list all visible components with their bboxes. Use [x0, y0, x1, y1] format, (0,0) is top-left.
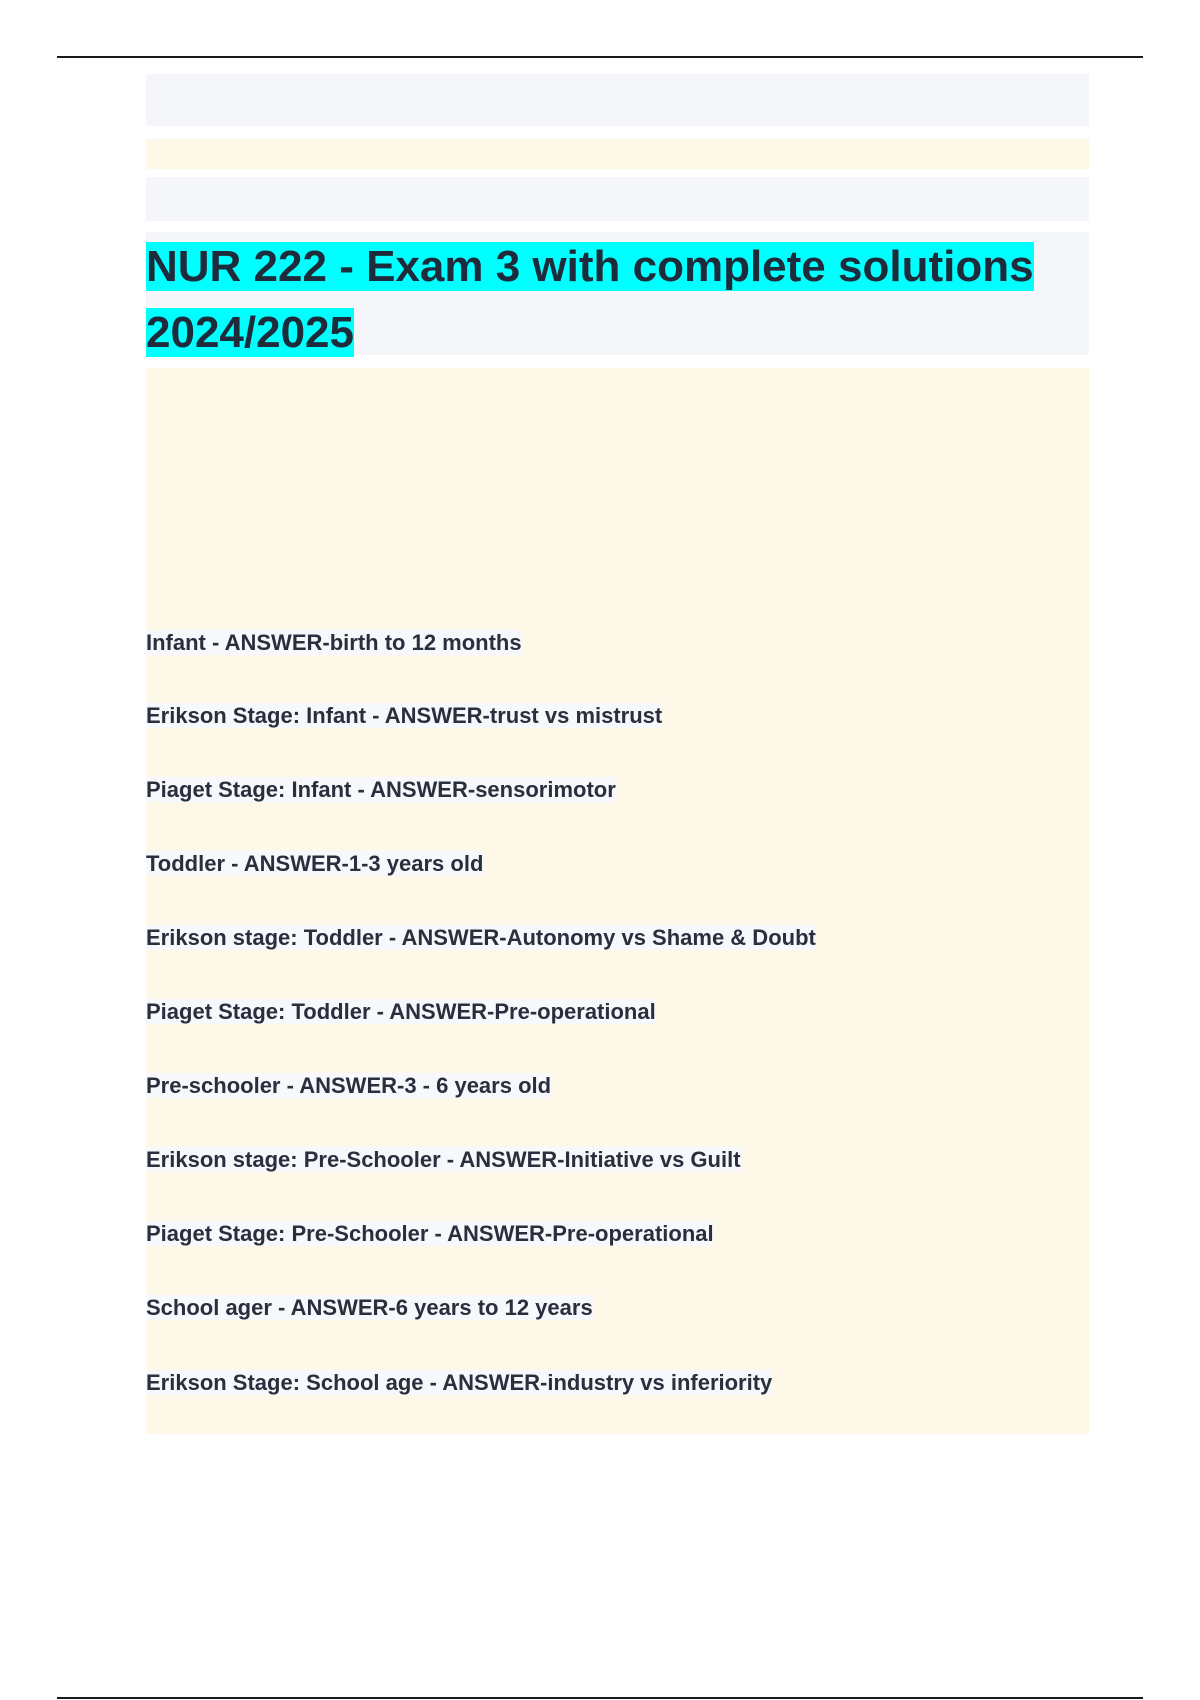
bottom-divider	[57, 1697, 1143, 1699]
qa-item: Erikson stage: Pre-Schooler - ANSWER-Initiative vs Guilt	[146, 1147, 741, 1172]
top-divider	[57, 56, 1143, 58]
content-panel	[146, 368, 1089, 1434]
header-band-2	[146, 177, 1089, 221]
header-band	[146, 74, 1089, 126]
qa-item: School ager - ANSWER-6 years to 12 years	[146, 1295, 593, 1320]
qa-item: Piaget Stage: Pre-Schooler - ANSWER-Pre-operational	[146, 1221, 714, 1246]
qa-item: Toddler - ANSWER-1-3 years old	[146, 851, 484, 876]
title-line-1: NUR 222 - Exam 3 with complete solutions	[146, 242, 1034, 291]
page-title	[146, 234, 1106, 366]
qa-item: Pre-schooler - ANSWER-3 - 6 years old	[146, 1073, 552, 1098]
header-band-cream	[146, 139, 1089, 169]
qa-item: Erikson Stage: School age - ANSWER-industry vs inferiority	[146, 1370, 773, 1395]
title-line-2: 2024/2025	[146, 308, 354, 357]
qa-item: Piaget Stage: Toddler - ANSWER-Pre-operational	[146, 999, 656, 1024]
qa-item: Erikson Stage: Infant - ANSWER-trust vs mistrust	[146, 703, 663, 728]
qa-item: Erikson stage: Toddler - ANSWER-Autonomy vs Shame & Doubt	[146, 925, 816, 950]
qa-item: Infant - ANSWER-birth to 12 months	[146, 630, 522, 655]
qa-item: Piaget Stage: Infant - ANSWER-sensorimotor	[146, 777, 616, 802]
